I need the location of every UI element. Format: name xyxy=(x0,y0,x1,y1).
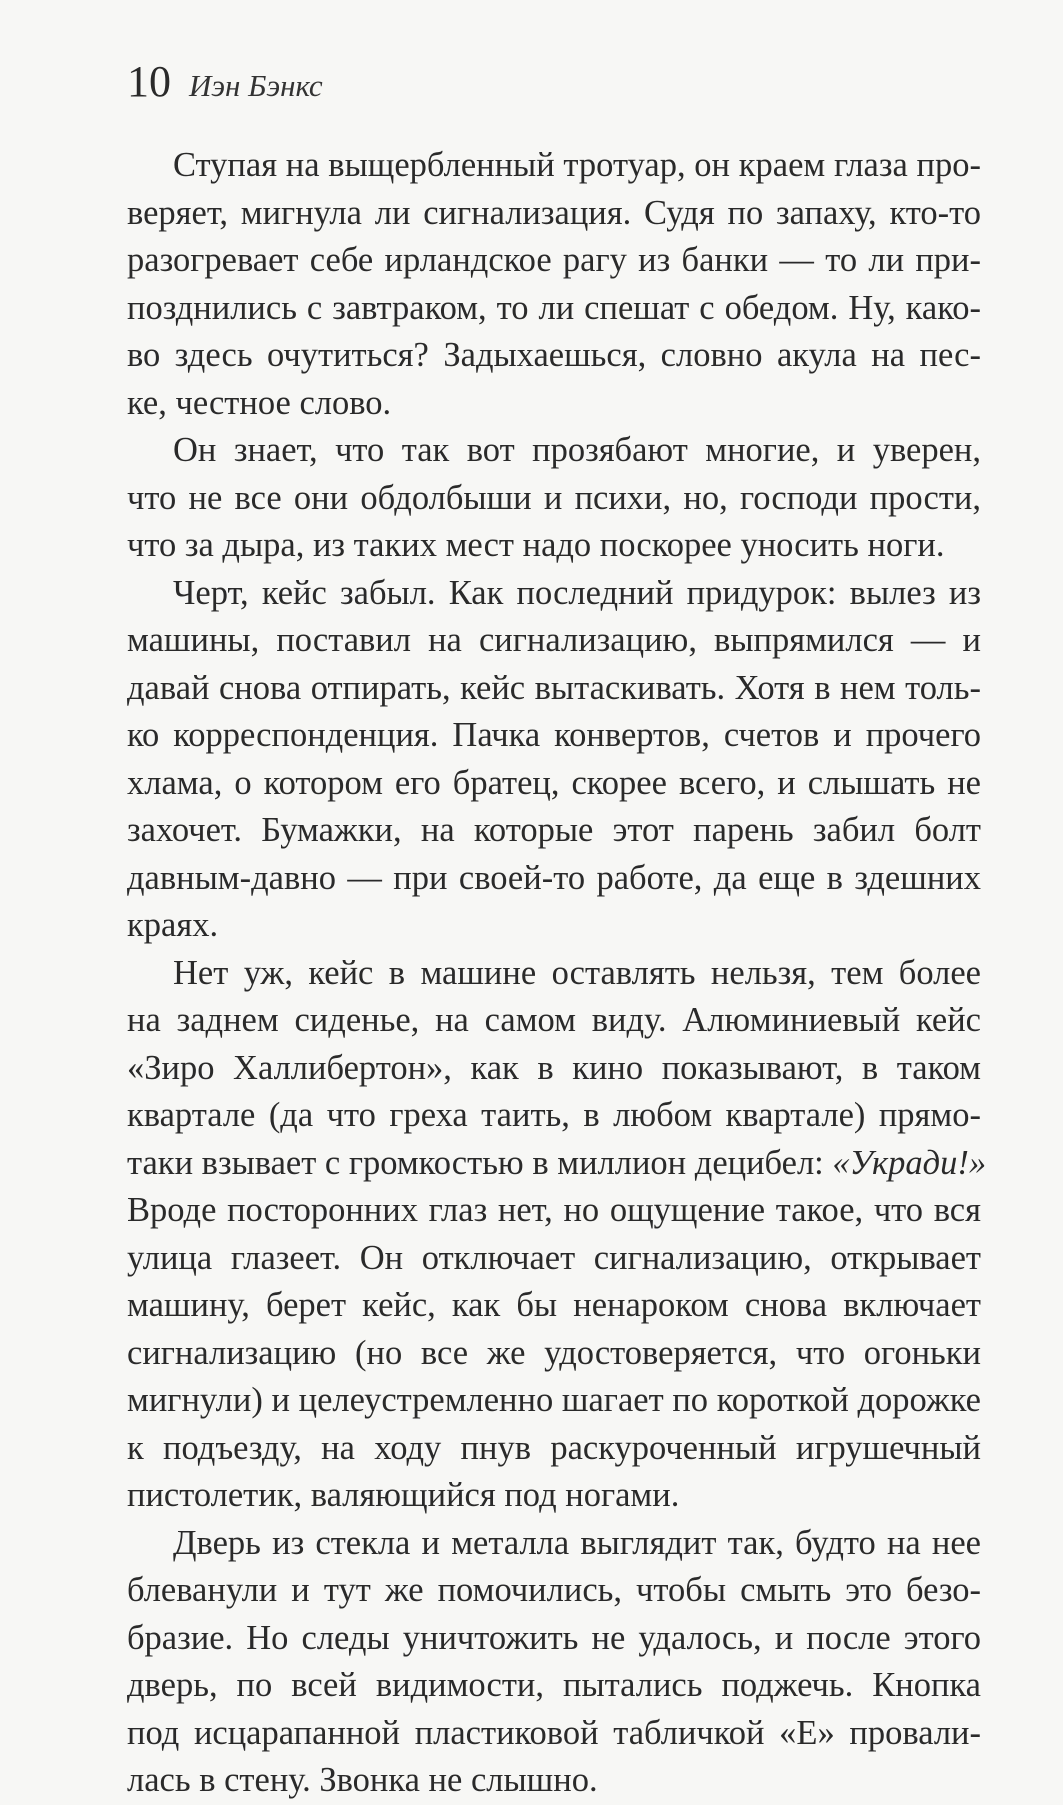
text-line: «Зиро Халлибертон», как в кино показывают, в таком xyxy=(127,1048,981,1087)
text-line: Он знает, что так вот прозябают многие, и уверен, xyxy=(173,431,981,469)
text-line: улица глазеет. Он отключает сигнализацию, открывает xyxy=(127,1238,981,1277)
body-text xyxy=(127,142,987,1805)
text-line: ке, честное слово. xyxy=(127,383,392,422)
text-line: квартале (да что греха таить, в любом квартале) прямо- xyxy=(127,1096,981,1134)
text-line: давным-давно — при своей-то работе, да еще в здешних xyxy=(127,858,981,897)
page-number: 10 xyxy=(127,57,171,106)
text-line: ко корреспонденция. Пачка конвертов, счетов и прочего xyxy=(127,716,981,754)
text-line: позднились с завтраком, то ли спешат с обедом. Ну, како- xyxy=(127,288,981,327)
text-segment: таки взывает с громкостью в миллион децибел: xyxy=(127,1143,824,1182)
text-line: пистолетик, валяющийся под ногами. xyxy=(127,1476,680,1514)
text-line: к подъезду, на ходу пнув раскуроченный игрушечный xyxy=(127,1428,981,1467)
text-line: Дверь из стекла и металла выглядит так, будто на нее xyxy=(173,1523,981,1562)
text-line: под исцарапанной пластиковой табличкой «Е» провали- xyxy=(127,1713,981,1752)
text-line: лась в стену. Звонка не слышно. xyxy=(127,1761,598,1799)
text-line: Черт, кейс забыл. Как последний придурок: вылез из xyxy=(173,573,981,612)
text-line: что за дыра, из таких мест надо поскорее уносить ноги. xyxy=(127,526,945,564)
running-header xyxy=(127,57,323,106)
text-line: бразие. Но следы уничтожить не удалось, и после этого xyxy=(127,1618,981,1657)
text-line: мигнули) и целеустремленно шагает по короткой дорожке xyxy=(127,1381,981,1419)
text-line: что не все они обдолбыши и психи, но, господи прости, xyxy=(127,478,981,517)
text-line: сигнализацию (но все же удостоверяется, что огоньки xyxy=(127,1333,981,1372)
text-line: захочет. Бумажки, на которые этот парень забил болт xyxy=(127,811,981,849)
text-line: машину, берет кейс, как бы ненароком снова включает xyxy=(127,1286,981,1324)
text-line: дверь, по всей видимости, пытались поджечь. Кнопка xyxy=(127,1666,981,1704)
text-line: Ступая на выщербленный тротуар, он краем глаза про- xyxy=(173,146,981,184)
text-line: краях. xyxy=(127,906,219,944)
text-line: давай снова отпирать, кейс вытаскивать. Хотя в нем толь- xyxy=(127,668,981,707)
text-line: блеванули и тут же помочились, чтобы смыть это безо- xyxy=(127,1571,981,1609)
text-line: во здесь очутиться? Задыхаешься, словно акула на пес- xyxy=(127,336,981,374)
running-head-author: Иэн Бэнкс xyxy=(189,68,323,103)
text-line: разогревает себе ирландское рагу из банки — то ли при- xyxy=(127,241,981,279)
text-line: Нет уж, кейс в машине оставлять нельзя, тем более xyxy=(173,953,981,992)
italic-quote: «Укради!» xyxy=(832,1143,987,1182)
text-line: Вроде посторонних глаз нет, но ощущение такое, что вся xyxy=(127,1191,981,1229)
text-line: на заднем сиденье, на самом виду. Алюминиевый кейс xyxy=(127,1001,981,1039)
text-line: машины, поставил на сигнализацию, выпрямился — и xyxy=(127,621,981,659)
text-line: хлама, о котором его братец, скорее всего, и слышать не xyxy=(127,763,981,802)
text-line: веряет, мигнула ли сигнализация. Судя по запаху, кто-то xyxy=(127,193,981,232)
text-line-with-emphasis xyxy=(127,1140,987,1188)
